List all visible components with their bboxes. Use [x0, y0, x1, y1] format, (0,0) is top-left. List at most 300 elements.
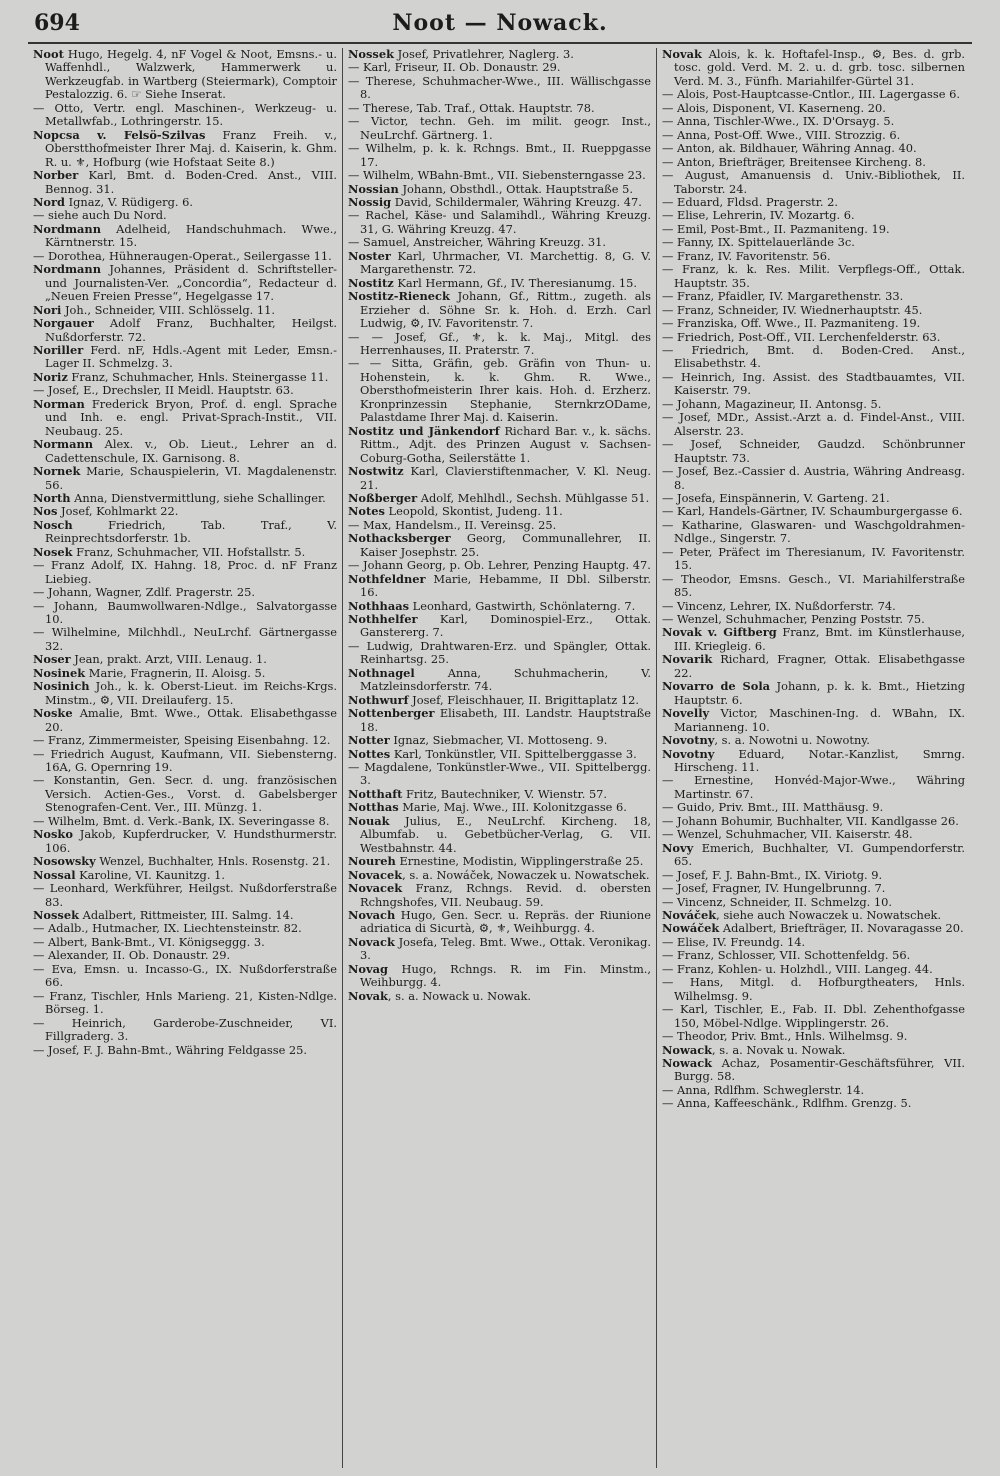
directory-entry	[662, 1044, 965, 1057]
directory-entry	[33, 344, 337, 371]
directory-entry	[33, 774, 337, 814]
directory-entry	[662, 1084, 965, 1097]
directory-entry	[662, 1003, 965, 1030]
directory-entry	[348, 640, 651, 667]
directory-entry	[33, 680, 337, 707]
entry-details: Achaz, Posamentir-Geschäftsführer, VII. Burgg. 58.	[674, 1055, 965, 1084]
entry-details: — Franz, Tischler, Hnls Marieng. 21, Kisten-Ndlge. Börseg. 1.	[33, 988, 337, 1017]
entry-details: Hugo, Gen. Secr. u. Repräs. der Riunione adriatica di Sicurtà, ⚙, ⚜, Weihburgg. 4.	[360, 908, 651, 936]
entry-surname: Nordmann	[33, 221, 101, 236]
entry-details: — Wenzel, Schuhmacher, Penzing Poststr. 75.	[662, 612, 925, 627]
entry-details: — Wilhelm, Bmt. d. Verk.-Bank, IX. Severingasse 8.	[33, 813, 330, 828]
entry-details: Fritz, Bautechniker, V. Wienstr. 57.	[402, 786, 608, 801]
directory-entry	[33, 196, 337, 209]
entry-details: — Alois, Disponent, VI. Kaserneng. 20.	[662, 100, 886, 115]
entry-details: Johann, Gf., Rittm., zugeth. als Erzieher d. Söhne Sr. k. Hoh. d. Erzh. Carl Ludwig, ⚙, IV. Favoritenstr. 7.	[360, 289, 651, 331]
directory-entry	[662, 411, 965, 438]
entry-details: — Vincenz, Schneider, II. Schmelzg. 10.	[662, 894, 893, 909]
directory-entry	[662, 223, 965, 236]
directory-entry	[662, 505, 965, 518]
directory-entry	[662, 317, 965, 330]
directory-entry	[662, 48, 965, 88]
entry-details: — Theodor, Emsns. Gesch., VI. Mariahilferstraße 85.	[662, 571, 965, 600]
entry-details: — Anna, Kaffeeschänk., Rdlfhm. Grenzg. 5.	[662, 1096, 912, 1111]
entry-surname: Noriller	[33, 342, 84, 357]
column-2	[342, 48, 656, 1468]
entry-details: Amalie, Bmt. Wwe., Ottak. Elisabethgasse 20.	[45, 706, 337, 734]
directory-entry	[348, 331, 651, 358]
directory-entry	[348, 532, 651, 559]
entry-details: — Josef, Bez.-Cassier d. Austria, Währing Andreasg. 8.	[662, 464, 965, 492]
entry-details: Julius, E., NeuLrchf. Kircheng. 18, Albumfab. u. Gebetbücher-Verlag, G. VII. Westbahnstr. 44.	[360, 813, 651, 855]
entry-details: Franz, Bmt. im Künstlerhause, III. Kriegleig. 6.	[674, 625, 966, 653]
directory-entry	[33, 882, 337, 909]
directory-entry	[33, 169, 337, 196]
directory-entry	[33, 815, 337, 828]
directory-entry	[662, 546, 965, 573]
entry-details: — Johann, Magazineur, II. Antonsg. 5.	[662, 396, 882, 411]
directory-entry	[33, 586, 337, 599]
directory-entry	[662, 1030, 965, 1043]
page-header	[28, 6, 972, 40]
entry-details: — Heinrich, Garderobe-Zuschneider, VI. Fillgraderg. 3.	[33, 1015, 337, 1044]
entry-details: Ernestine, Modistin, Wipplingerstraße 25.	[395, 854, 644, 869]
directory-entry	[662, 209, 965, 222]
directory-entry	[348, 48, 651, 61]
directory-entry	[33, 223, 337, 250]
directory-entry	[348, 425, 651, 465]
directory-entry	[662, 290, 965, 303]
directory-entry	[33, 600, 337, 627]
entry-details: Karl, Dominospiel-Erz., Ottak. Ganstererg. 7.	[360, 612, 651, 640]
entry-surname: Noske	[33, 706, 73, 721]
directory-entry	[348, 694, 651, 707]
directory-entry	[33, 317, 337, 344]
directory-entry	[348, 882, 651, 909]
entry-details: — Franz, Zimmermeister, Speising Eisenbahng. 12.	[33, 733, 331, 748]
directory-entry	[662, 680, 965, 707]
entry-details: — Dorothea, Hühneraugen-Operat., Seilergasse 11.	[33, 248, 332, 263]
entry-surname: Nottenberger	[348, 706, 435, 721]
entry-surname: Novacek	[348, 867, 403, 882]
entry-details: — Josefa, Einspännerin, V. Garteng. 21.	[662, 490, 890, 505]
directory-entry	[348, 196, 651, 209]
entry-surname: Novarro de Sola	[662, 679, 771, 694]
entry-details: — Franz Adolf, IX. Hahng. 18, Proc. d. nF Franz Liebieg.	[33, 558, 337, 586]
directory-entry	[662, 653, 965, 680]
directory-entry	[348, 788, 651, 801]
entry-details: Adalbert, Rittmeister, III. Salmg. 14.	[78, 908, 294, 922]
entry-details: — Eduard, Fldsd. Pragerstr. 2.	[662, 194, 839, 209]
directory-entry	[662, 371, 965, 398]
entry-details: — Alexander, II. Ob. Donaustr. 29.	[33, 948, 231, 963]
entry-details: — Otto, Vertr. engl. Maschinen-, Werkzeug- u. Metallwfab., Lothringerstr. 15.	[33, 100, 337, 129]
directory-entry	[348, 573, 651, 600]
entry-details: Karl, Clavierstiftenmacher, V. Kl. Neug. 21.	[360, 464, 651, 492]
entry-details: — Wilhelmine, Milchhdl., NeuLrchf. Gärtnergasse 32.	[33, 625, 337, 653]
directory-entry	[33, 1017, 337, 1044]
directory-entry	[662, 882, 965, 895]
entry-surname: Nosek	[33, 544, 73, 559]
directory-entry	[348, 505, 651, 518]
directory-entry	[348, 761, 651, 788]
entry-surname: Norman	[33, 396, 85, 411]
directory-entry	[348, 183, 651, 196]
directory-entry	[662, 815, 965, 828]
entry-details: Alois, k. k. Hoftafel-Insp., ⚙, Bes. d. grb. tosc. gold. Verd. M. 2. u. d. grb. tosc. silbernen Verd. M. 3., Fünfh. Mariahilfer-Gürtel 31.	[674, 48, 965, 88]
directory-entry	[33, 626, 337, 653]
entry-details: Marie, Schauspielerin, VI. Magdalenenstr. 56.	[45, 464, 337, 492]
directory-entry	[662, 88, 965, 101]
entry-details: — Eva, Emsn. u. Incasso-G., IX. Nußdorferstraße 66.	[33, 961, 337, 990]
directory-entry	[33, 519, 337, 546]
directory-entry	[348, 209, 651, 236]
directory-entry	[662, 156, 965, 169]
directory-entry	[33, 505, 337, 518]
entry-surname: Notthaft	[348, 786, 403, 801]
entry-details: — Franz, Schneider, IV. Wiednerhauptstr. 45.	[662, 302, 923, 317]
entry-details: Josefa, Teleg. Bmt. Wwe., Ottak. Veronikag. 3.	[360, 934, 651, 963]
entry-details: Adalbert, Briefträger, II. Novaragasse 20.	[719, 921, 964, 936]
entry-details: Franz, Rchngs. Revid. d. obersten Rchngshofes, VII. Neubaug. 59.	[360, 881, 651, 909]
entry-details: Wenzel, Buchhalter, Hnls. Rosenstg. 21.	[95, 854, 331, 869]
entry-details: Eduard, Notar.-Kanzlist, Smrng. Hirscheng. 11.	[674, 746, 965, 775]
entry-details: — Friedrich August, Kaufmann, VII. Siebensterng. 16A, G. Opernring 19.	[33, 746, 337, 775]
directory-entry	[33, 667, 337, 680]
directory-entry	[348, 667, 651, 694]
entry-details: — Therese, Schuhmacher-Wwe., III. Wällischgasse 8.	[348, 73, 651, 102]
directory-entry	[662, 1057, 965, 1084]
directory-entry	[348, 169, 651, 182]
entry-details: Josef, Fleischhauer, II. Brigittaplatz 12.	[408, 692, 639, 707]
entry-surname: Nowáček	[662, 921, 720, 936]
entry-details: Johann, p. k. k. Bmt., Hietzing Hauptstr. 6.	[674, 679, 965, 707]
header-rule	[28, 42, 972, 44]
entry-surname: Notthas	[348, 800, 399, 815]
entry-details: Ferd. nF, Hdls.-Agent mit Leder, Emsn.-Lager II. Schmelzg. 3.	[45, 342, 337, 371]
directory-entry	[348, 236, 651, 249]
entry-details: Ignaz, V. Rüdigerg. 6.	[64, 194, 193, 209]
directory-entry	[662, 573, 965, 600]
entry-details: Georg, Communallehrer, II. Kaiser Josephstr. 25.	[360, 531, 651, 559]
entry-details: David, Schildermaler, Währing Kreuzg. 47.	[391, 194, 642, 209]
directory-entry	[348, 815, 651, 855]
entry-surname: Nothfeldner	[348, 571, 426, 586]
directory-entry	[33, 990, 337, 1017]
directory-entry	[662, 707, 965, 734]
directory-entry	[662, 909, 965, 922]
directory-entry	[348, 801, 651, 814]
entry-surname: Novy	[662, 840, 694, 855]
directory-entry	[348, 102, 651, 115]
directory-entry	[348, 75, 651, 102]
directory-entry	[348, 357, 651, 424]
entry-surname: Novak	[662, 48, 702, 61]
entry-surname: Nosko	[33, 827, 73, 842]
entry-details: Josef, Privatlehrer, Naglerg. 3.	[393, 48, 574, 61]
directory-entry	[662, 196, 965, 209]
directory-entry	[33, 102, 337, 129]
entry-details: — Karl, Tischler, E., Fab. II. Dbl. Zehenthofgasse 150, Möbel-Ndlge. Wipplingerstr. 26.	[662, 1002, 965, 1030]
entry-surname: Nothnagel	[348, 665, 415, 680]
directory-entry	[662, 102, 965, 115]
entry-details: — Johann, Wagner, Zdlf. Pragerstr. 25.	[33, 585, 256, 600]
directory-entry	[33, 492, 337, 505]
entry-details: — Konstantin, Gen. Secr. d. ung. französischen Versich. Actien-Ges., Vorst. d. Gabelsberger Stenografen-Cent. Ver., III. Münzg. 1.	[33, 773, 337, 815]
entry-details: — Johann, Baumwollwaren-Ndlge., Salvatorgasse 10.	[33, 598, 337, 627]
entry-details: Marie, Hebamme, II Dbl. Silberstr. 16.	[360, 571, 651, 600]
directory-entry	[662, 115, 965, 128]
entry-details: , s. a. Novak u. Nowak.	[712, 1042, 846, 1057]
entry-details: Jean, prakt. Arzt, VIII. Lenaug. 1.	[70, 652, 267, 667]
entry-details: Alex. v., Ob. Lieut., Lehrer an d. Cadettenschule, IX. Garnisong. 8.	[45, 437, 337, 465]
directory-entry	[662, 963, 965, 976]
entry-details: — Franz, k. k. Res. Milit. Verpflegs-Off., Ottak. Hauptstr. 35.	[662, 262, 965, 290]
entry-details: Frederick Bryon, Prof. d. engl. Sprache und Inh. e. engl. Privat-Sprach-Instit., VII. Neubaug. 25.	[45, 396, 337, 438]
entry-details: Victor, Maschinen-Ing. d. WBahn, IX. Marianneng. 10.	[674, 706, 965, 734]
entry-details: — Leonhard, Werkführer, Heilgst. Nußdorferstraße 83.	[33, 881, 337, 909]
directory-entry	[348, 277, 651, 290]
entry-details: — Elise, Lehrerin, IV. Mozartg. 6.	[662, 208, 855, 223]
entry-details: Richard, Fragner, Ottak. Elisabethgasse 22.	[674, 652, 965, 680]
directory-entry	[662, 142, 965, 155]
running-head: Noot — Nowack.	[392, 10, 608, 36]
entry-surname: Nopcsa v. Felsö-Szilvas	[33, 127, 206, 142]
entry-details: — Anna, Post-Off. Wwe., VIII. Strozzig. 6.	[662, 127, 901, 142]
directory-entry	[33, 48, 337, 102]
entry-details: Elisabeth, III. Landstr. Hauptstraße 18.	[360, 706, 651, 734]
entry-surname: Nostitz	[348, 275, 394, 290]
entry-details: Franz, Schuhmacher, Hnls. Steinergasse 11.	[67, 369, 329, 384]
directory-entry	[662, 976, 965, 1003]
entry-details: — Johann Bohumir, Buchhalter, VII. Kandlgasse 26.	[662, 813, 959, 828]
directory-entry	[662, 949, 965, 962]
entry-details: — Franz, IV. Favoritenstr. 56.	[662, 248, 831, 263]
directory-entry	[348, 963, 651, 990]
directory-entry	[662, 748, 965, 775]
directory-entry	[348, 748, 651, 761]
entry-details: — Heinrich, Ing. Assist. des Stadtbauamtes, VII. Kaiserstr. 79.	[662, 369, 965, 398]
entry-surname: Novotny	[662, 746, 715, 761]
directory-entry	[33, 949, 337, 962]
directory-entry	[348, 465, 651, 492]
directory-entry	[33, 250, 337, 263]
entry-details: — Johann Georg, p. Ob. Lehrer, Penzing Hauptg. 47.	[348, 558, 651, 573]
directory-entry	[662, 774, 965, 801]
directory-entry	[662, 263, 965, 290]
directory-entry	[33, 869, 337, 882]
directory-entry	[662, 626, 965, 653]
entry-details: — Victor, techn. Geh. im milit. geogr. Inst., NeuLrchf. Gärtnerg. 1.	[348, 114, 651, 142]
entry-surname: Nouak	[348, 813, 390, 828]
entry-details: — Josef, F. J. Bahn-Bmt., Währing Feldgasse 25.	[33, 1042, 308, 1057]
entry-details: , siehe auch Nowaczek u. Nowatschek.	[716, 908, 942, 922]
directory-entry	[348, 734, 651, 747]
entry-surname: Novag	[348, 961, 388, 976]
entry-details: — Anna, Rdlfhm. Schweglerstr. 14.	[662, 1082, 865, 1097]
entry-surname: Novach	[348, 908, 396, 922]
directory-entry	[33, 963, 337, 990]
entry-surname: Nothwurf	[348, 692, 409, 707]
entry-surname: Nostitz-Rieneck	[348, 289, 450, 304]
entry-surname: Norgauer	[33, 316, 94, 331]
directory-entry	[33, 936, 337, 949]
entry-details: — Anton, Briefträger, Breitensee Kircheng. 8.	[662, 154, 926, 169]
entry-details: — Magdalene, Tonkünstler-Wwe., VII. Spittelbergg. 3.	[348, 760, 651, 788]
entry-details: Emerich, Buchhalter, VI. Gumpendorferstr. 65.	[674, 840, 965, 869]
entry-details: Marie, Fragnerin, II. Aloisg. 5.	[85, 665, 266, 680]
directory-entry	[662, 465, 965, 492]
entry-surname: Nostitz und Jänkendorf	[348, 423, 500, 438]
entry-details: — Elise, IV. Freundg. 14.	[662, 934, 806, 949]
entry-details: — Friedrich, Bmt. d. Boden-Cred. Anst., Elisabethstr. 4.	[662, 342, 965, 371]
entry-details: — Alois, Post-Hauptcasse-Cntlor., III. Lagergasse 6.	[662, 87, 960, 102]
directory-entry	[33, 209, 337, 222]
directory-entry	[33, 909, 337, 922]
directory-entry	[662, 922, 965, 935]
entry-details: — — Sitta, Gräfin, geb. Gräfin von Thun- u. Hohenstein, k. k. Ghm. R. Wwe., Obersthofmeisterin Ihrer kais. Hoh. d. Erzherz. Kronprinzessin Stephanie, SternkrzODame, Palastdame Ihrer Maj. d. Kaiserin.	[348, 356, 651, 425]
directory-entry	[662, 828, 965, 841]
entry-details: , s. a. Nowáček, Nowaczek u. Nowatschek.	[402, 867, 650, 882]
directory-entry	[662, 519, 965, 546]
entry-surname: Nordmann	[33, 262, 101, 277]
entry-details: — Wenzel, Schuhmacher, VII. Kaiserstr. 48.	[662, 827, 913, 842]
directory-entry	[348, 519, 651, 532]
directory-entry	[662, 613, 965, 626]
entry-details: Anna, Dienstvermittlung, siehe Schallinger.	[70, 490, 326, 505]
entry-surname: Nosinich	[33, 679, 90, 694]
entry-surname: Nos	[33, 504, 58, 519]
entry-details: — Max, Handelsm., II. Vereinsg. 25.	[348, 517, 557, 532]
entry-details: Joh., k. k. Oberst-Lieut. im Reichs-Krgs. Minstm., ⚙, VII. Dreilauferg. 15.	[45, 679, 337, 707]
entry-surname: Nothhelfer	[348, 612, 418, 627]
directory-entry	[662, 344, 965, 371]
entry-details: Franz, Schuhmacher, VII. Hofstallstr. 5.	[72, 544, 306, 559]
directory-entry	[662, 438, 965, 465]
entry-surname: Nossian	[348, 181, 399, 196]
directory-entry	[662, 169, 965, 196]
entry-details: Johannes, Präsident d. Schriftsteller- und Journalisten-Ver. „Concordia“, Redacteur d. „Neuen Freien Presse“, Hegelgasse 17.	[45, 262, 337, 304]
entry-surname: Nossig	[348, 194, 392, 209]
entry-details: Karl, Uhrmacher, VI. Marchettig. 8, G. V. Margarethenstr. 72.	[360, 248, 651, 277]
directory-entry	[662, 331, 965, 344]
directory-entry	[33, 922, 337, 935]
entry-details: Jakob, Kupferdrucker, V. Hundsthurmerstr. 106.	[45, 827, 337, 855]
entry-details: — Karl, Handels-Gärtner, IV. Schaumburgergasse 6.	[662, 504, 963, 519]
entry-surname: Nord	[33, 194, 65, 209]
entry-surname: Norber	[33, 168, 79, 183]
directory-entry	[662, 250, 965, 263]
entry-details: — Franziska, Off. Wwe., II. Pazmaniteng. 19.	[662, 316, 921, 331]
entry-details: — Guido, Priv. Bmt., III. Matthäusg. 9.	[662, 800, 884, 815]
entry-surname: Nori	[33, 302, 62, 317]
entry-details: Leopold, Skontist, Judeng. 11.	[384, 504, 563, 519]
entry-surname: Noot	[33, 48, 64, 61]
entry-surname: Nowack	[662, 1042, 713, 1057]
directory-entry	[33, 734, 337, 747]
entry-details: — Fanny, IX. Spittelauerlände 3c.	[662, 235, 855, 250]
entry-surname: Nossek	[348, 48, 394, 61]
entry-surname: Noriz	[33, 369, 68, 384]
entry-surname: Nováček	[662, 908, 717, 922]
entry-surname: Normann	[33, 437, 94, 452]
entry-details: — Friedrich, Post-Off., VII. Lerchenfelderstr. 63.	[662, 329, 941, 344]
entry-details: — Hans, Mitgl. d. Hofburgtheaters, Hnls. Wilhelmsg. 9.	[662, 975, 965, 1003]
entry-details: — Ernestine, Honvéd-Major-Wwe., Währing Martinstr. 67.	[662, 773, 965, 801]
entry-surname: Noser	[33, 652, 71, 667]
entry-surname: Noßberger	[348, 490, 418, 505]
directory-entry	[33, 653, 337, 666]
directory-entry	[348, 600, 651, 613]
directory-entry	[33, 438, 337, 465]
entry-details: Friedrich, Tab. Traf., V. Reinprechtsdorferstr. 1b.	[45, 517, 337, 546]
column-1	[28, 48, 342, 1468]
entry-surname: Novotny	[662, 733, 715, 748]
directory-entry	[348, 613, 651, 640]
directory-entry	[662, 492, 965, 505]
entry-details: — Katharine, Glaswaren- und Waschgoldrahmen-Ndlge., Singerstr. 7.	[662, 517, 965, 546]
entry-details: , s. a. Nowack u. Nowak.	[387, 988, 532, 1003]
entry-details: — Josef, Schneider, Gaudzd. Schönbrunner Hauptstr. 73.	[662, 437, 965, 465]
entry-details: Adelheid, Handschuhmach. Wwe., Kärntnerstr. 15.	[45, 221, 337, 250]
entry-surname: Nornek	[33, 464, 81, 479]
directory-entry	[33, 707, 337, 734]
directory-entry	[348, 909, 651, 936]
directory-entry	[662, 842, 965, 869]
directory-entry	[348, 115, 651, 142]
entry-details: — Franz, Kohlen- u. Holzhdl., VIII. Langeg. 44.	[662, 961, 933, 976]
directory-entry	[33, 828, 337, 855]
entry-surname: Nottes	[348, 746, 391, 761]
directory-entry	[33, 384, 337, 397]
directory-entry	[662, 1097, 965, 1110]
entry-surname: Novarik	[662, 652, 713, 667]
entry-surname: Novelly	[662, 706, 710, 721]
entry-details: Karl, Bmt. d. Boden-Cred. Anst., VIII. Bennog. 31.	[45, 168, 337, 196]
directory-entry	[662, 734, 965, 747]
directory-entry	[33, 1044, 337, 1057]
entry-details: — Anton, ak. Bildhauer, Währing Annag. 40.	[662, 141, 917, 156]
entry-details: Hugo, Hegelg. 4, nF Vogel & Noot, Emsns.- u. Waffenhdl., Walzwerk, Hammerwerk u. Werkzeugfab. in Wartberg (Steiermark), Comptoir Pestalozzig. 6. ☞ Siehe Inserat.	[45, 48, 337, 102]
entry-surname: Nostwitz	[348, 464, 404, 479]
entry-details: — Emil, Post-Bmt., II. Pazmaniteng. 19.	[662, 221, 890, 236]
entry-details: — Anna, Tischler-Wwe., IX. D'Orsayg. 5.	[662, 114, 895, 129]
entry-surname: Nosch	[33, 517, 73, 532]
entry-details: Richard Bar. v., k. sächs. Rittm., Adjt. des Prinzen August v. Sachsen-Coburg-Gotha, Seilerstätte 1.	[360, 423, 651, 465]
directory-entry	[348, 559, 651, 572]
entry-surname: Nothacksberger	[348, 531, 451, 546]
entry-surname: Novak v. Giftberg	[662, 625, 777, 640]
directory-entry	[33, 546, 337, 559]
entry-details: Leonhard, Gastwirth, Schönlaterng. 7.	[409, 598, 636, 613]
directory-entry	[33, 304, 337, 317]
directory-entry	[662, 600, 965, 613]
directory-entry	[348, 290, 651, 330]
directory-entry	[33, 748, 337, 775]
entry-surname: Nowack	[662, 1055, 713, 1070]
entry-details: Anna, Schuhmacherin, V. Matzleinsdorferstr. 74.	[360, 665, 651, 694]
entry-details: Karl, Tonkünstler, VII. Spittelberggasse 3.	[390, 746, 637, 761]
entry-details: Ignaz, Siebmacher, VI. Mottoseng. 9.	[389, 733, 608, 748]
directory-entry	[662, 869, 965, 882]
entry-details: — Adalb., Hutmacher, IX. Liechtensteinstr. 82.	[33, 921, 302, 936]
entry-details: — Theodor, Priv. Bmt., Hnls. Wilhelmsg. 9.	[662, 1029, 908, 1044]
entry-details: — Josef, Fragner, IV. Hungelbrunng. 7.	[662, 881, 886, 896]
directory-entry	[662, 236, 965, 249]
entry-details: — Josef, E., Drechsler, II Meidl. Hauptstr. 63.	[33, 383, 294, 398]
entry-details: — Wilhelm, WBahn-Bmt., VII. Siebensterngasse 23.	[348, 168, 646, 183]
entry-details: — Josef, F. J. Bahn-Bmt., IX. Viriotg. 9.	[662, 867, 883, 882]
